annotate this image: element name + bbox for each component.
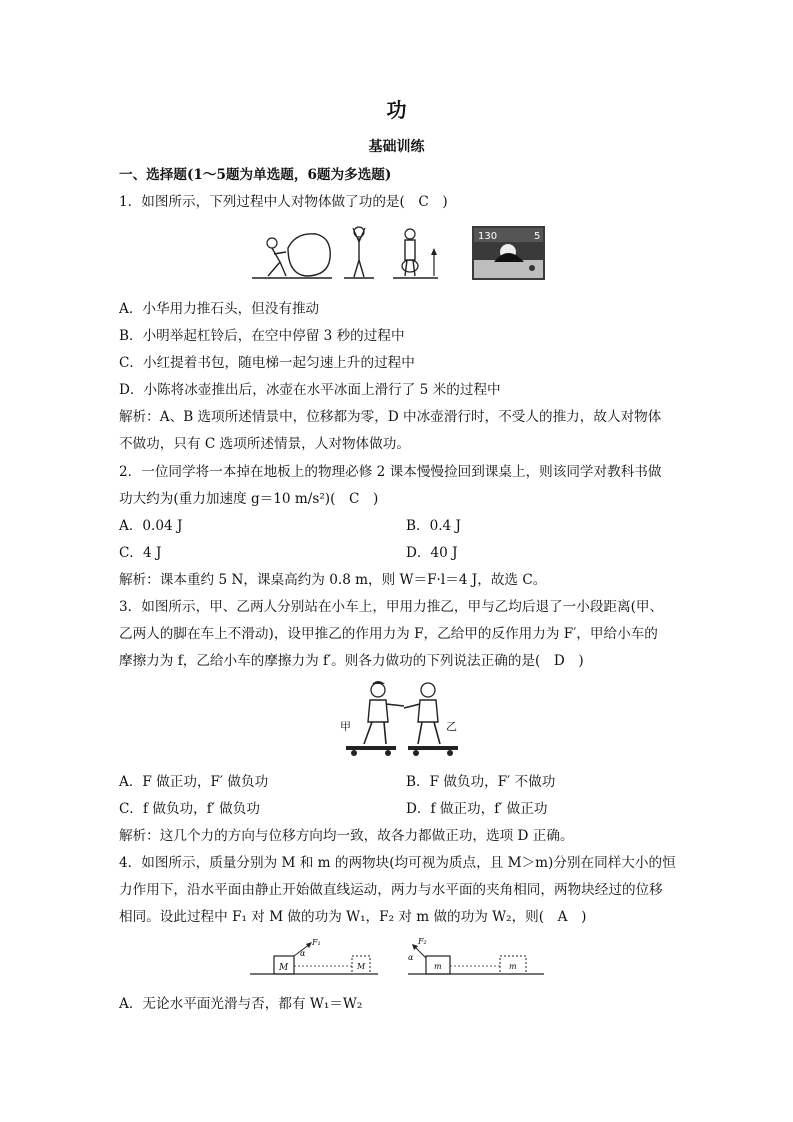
q3-option-a: A．F 做正功，F′ 做负功 — [119, 774, 269, 790]
q4-option-a: A．无论水平面光滑与否，都有 W₁＝W₂ — [119, 996, 363, 1012]
q3-figure — [338, 678, 470, 758]
q3-option-b: B．F 做负功，F′ 不做功 — [406, 774, 556, 790]
q4-block-m: m — [434, 962, 442, 971]
q3-option-c: C．f 做负功，f′ 做负功 — [119, 801, 260, 817]
q1-option-d: D．小陈将冰壶推出后，冰壶在水平冰面上滑行了 5 米的过程中 — [119, 382, 501, 398]
q1-analysis-line2: 不做功，只有 C 选项所述情景，人对物体做功。 — [119, 436, 410, 452]
q1-stem: 1．如图所示，下列过程中人对物体做了功的是( C ) — [119, 194, 448, 210]
section-heading: 一、选择题(1～5题为单选题，6题为多选题) — [119, 167, 392, 183]
q4-force-2: F₂ — [418, 937, 427, 946]
q2-stem-line2: 功大约为(重力加速度 g＝10 m/s²)( C ) — [119, 491, 379, 507]
q1-figure — [250, 218, 550, 284]
q4-stem-line2: 力作用下，沿水平面由静止开始做直线运动，两力与水平面的夹角相同，两物块经过的位移 — [119, 882, 663, 898]
page-title: 功 — [386, 98, 407, 122]
q3-stem-line1: 3．如图所示，甲、乙两人分别站在小车上，甲用力推乙，甲与乙均后退了一小段距离(甲、 — [119, 599, 664, 615]
q2-option-d: D．40 J — [406, 545, 458, 561]
q2-option-a: A．0.04 J — [119, 518, 183, 534]
q1-option-c: C．小红提着书包，随电梯一起匀速上升的过程中 — [119, 355, 415, 371]
q3-stem-line3: 摩擦力为 f，乙给小车的摩擦力为 f′。则各力做功的下列说法正确的是( D ) — [119, 653, 584, 669]
q1-analysis-line1: 解析：A、B 选项所述情景中，位移都为零，D 中冰壶滑行时，不受人的推力，故人对物体 — [119, 409, 662, 425]
q4-stem-line1: 4．如图所示，质量分别为 M 和 m 的两物块(均可视为质点，且 M＞m)分别在同样大小的恒 — [119, 855, 676, 871]
q3-stem-line2: 乙两人的脚在车上不滑动)，设甲推乙的作用力为 F，乙给甲的反作用力为 F′，甲给小车的 — [119, 626, 658, 642]
q2-analysis: 解析：课本重约 5 N，课桌高约为 0.8 m，则 W＝F·l＝4 J，故选 C。 — [119, 572, 547, 588]
q2-option-b: B．0.4 J — [406, 518, 461, 534]
section-subtitle: 基础训练 — [368, 139, 425, 155]
q4-angle-2: α — [408, 953, 414, 962]
svg-text:m: m — [509, 962, 517, 971]
svg-text:M: M — [357, 962, 366, 971]
q4-block-M: M — [279, 963, 289, 973]
q3-option-d: D．f 做正功，f′ 做正功 — [406, 801, 548, 817]
q1-option-a: A．小华用力推石头，但没有推动 — [119, 301, 320, 317]
q4-force-1: F₁ — [312, 938, 321, 947]
q3-analysis: 解析：这几个力的方向与位移方向均一致，故各力都做正功，选项 D 正确。 — [119, 828, 574, 844]
q1-scoreboard: 130 — [478, 231, 498, 242]
q3-label-jia: 甲 — [340, 720, 351, 733]
q2-option-c: C．4 J — [119, 545, 162, 561]
q4-angle-1: α — [300, 949, 306, 958]
q4-stem-line3: 相同。设此过程中 F₁ 对 M 做的功为 W₁，F₂ 对 m 做的功为 W₂，则( A ) — [119, 909, 587, 925]
q4-figure — [248, 934, 548, 982]
q1-scoreboard-2: 5 — [534, 231, 541, 242]
q3-label-yi: 乙 — [446, 720, 457, 733]
q1-option-b: B．小明举起杠铃后，在空中停留 3 秒的过程中 — [119, 328, 405, 344]
q2-stem-line1: 2．一位同学将一本掉在地板上的物理必修 2 课本慢慢捡回到课桌上，则该同学对教科书做 — [119, 464, 662, 480]
